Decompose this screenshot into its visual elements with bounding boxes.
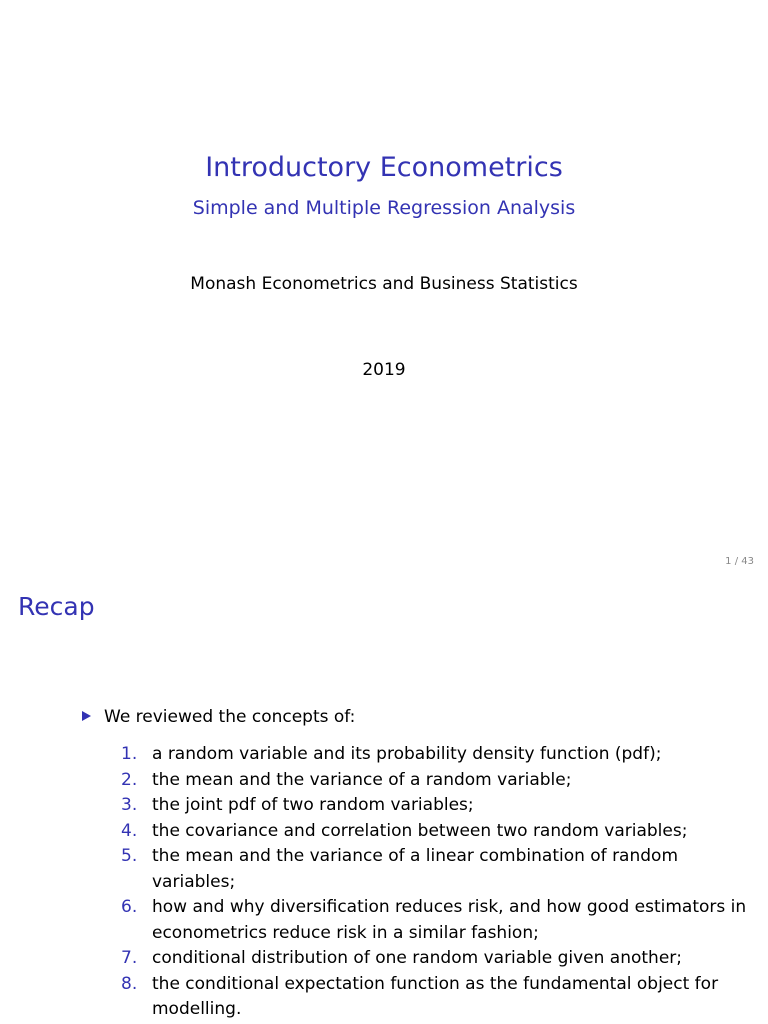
list-item-number: 6. <box>121 897 138 917</box>
recap-slide <box>0 576 768 1024</box>
list-item-number: 5. <box>121 846 138 866</box>
list-item-text: a random variable and its probability density function (pdf); <box>152 744 662 764</box>
frame-title: Recap <box>18 592 95 621</box>
list-item-text: the joint pdf of two random variables; <box>152 795 474 815</box>
list-item-number: 2. <box>121 769 138 790</box>
list-item <box>121 844 761 895</box>
list-item-number: 1. <box>121 744 138 764</box>
list-item-text: how and why diversification reduces risk, and how good estimators in econometrics reduce risk in a similar fashion; <box>152 897 747 943</box>
list-item <box>121 819 761 845</box>
list-item-text: the conditional expectation function as the fundamental object for modelling. <box>152 973 719 1019</box>
list-item <box>121 742 761 768</box>
list-item-text: the covariance and correlation between two random variables; <box>152 820 688 841</box>
presentation-author: Monash Econometrics and Business Statistics <box>190 274 578 294</box>
presentation-subtitle: Simple and Multiple Regression Analysis <box>192 197 576 219</box>
triangle-bullet-icon <box>82 711 91 721</box>
list-item <box>121 895 761 946</box>
list-item <box>121 793 761 819</box>
list-item-text: the mean and the variance of a random variable; <box>152 769 572 790</box>
list-item <box>121 946 761 972</box>
enumerated-list <box>121 742 761 1023</box>
page-number: 1 / 43 <box>725 556 754 567</box>
list-item-number: 3. <box>121 795 138 815</box>
list-item-text: conditional distribution of one random variable given another; <box>152 948 682 968</box>
bullet-item <box>82 707 355 727</box>
presentation-date: 2019 <box>362 360 406 380</box>
list-item-number: 4. <box>121 820 138 841</box>
list-item-text: the mean and the variance of a linear combination of random variables; <box>152 846 679 892</box>
bullet-text: We reviewed the concepts of: <box>104 707 356 727</box>
list-item-number: 8. <box>121 973 138 994</box>
list-item-number: 7. <box>121 948 138 968</box>
list-item <box>121 768 761 794</box>
list-item <box>121 972 761 1023</box>
presentation-title: Introductory Econometrics <box>205 152 563 183</box>
